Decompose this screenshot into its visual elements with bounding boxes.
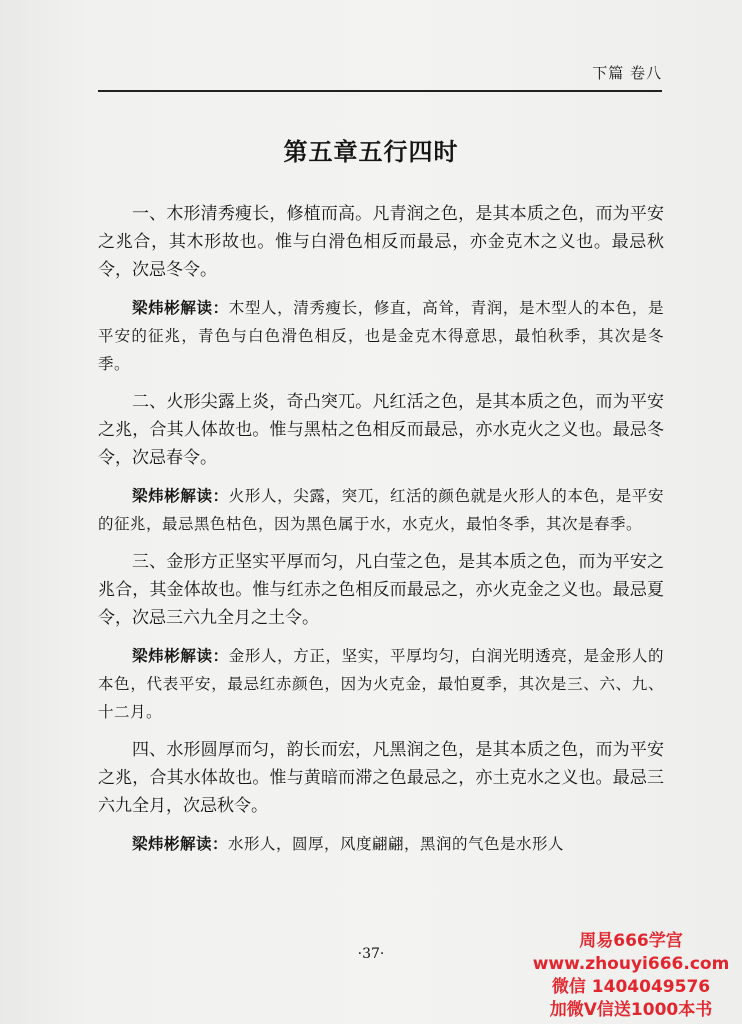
chapter-title: 第五章五行四时	[283, 138, 459, 166]
interpretation-metal	[98, 642, 664, 726]
paragraph-wood: 一、木形清秀瘦长，修植而高。凡青润之色，是其本质之色，而为平安之兆合，其木形故也。惟与白滑色相反而最忌，亦金克木之义也。最忌秋令，次忌冬令。	[98, 204, 664, 280]
paragraph-water: 四、水形圆厚而匀，韵长而宏，凡黑润之色，是其本质之色，而为平安之兆，合其水体故也。惟与黄暗而滞之色最忌之，亦土克水之义也。最忌三六九全月，次忌秋令。	[98, 740, 664, 816]
interpretation-label: 梁炜彬解读：	[132, 299, 229, 317]
watermark-line-2: www.zhouyi666.com	[532, 954, 730, 974]
running-head: 下篇 卷八	[592, 64, 662, 82]
interpretation-text: 火形人，尖露，突兀，红活的颜色就是火形人的本色，是平安的征兆，最忌黑色枯色，因为黑色属于水，水克火，最怕冬季，其次是春季。	[98, 487, 664, 533]
watermark-line-3: 微信 1404049576	[551, 977, 711, 997]
interpretation-fire	[98, 482, 664, 538]
interpretation-wood	[98, 294, 664, 378]
interpretation-text: 木型人，清秀瘦长，修直，高耸，青润，是木型人的本色，是平安的征兆，青色与白色滑色相反，也是金克木得意思，最怕秋季，其次是冬季。	[98, 299, 664, 373]
interpretation-text: 水形人，圆厚，风度翩翩，黑润的气色是水形人	[228, 835, 565, 853]
interpretation-water	[98, 830, 664, 858]
page-number: ·37·	[357, 946, 385, 962]
watermark-line-1: 周易666学宫	[579, 931, 683, 951]
watermark-line-4: 加微V信送1000本书	[549, 1000, 713, 1020]
interpretation-label: 梁炜彬解读：	[132, 835, 229, 853]
paragraph-metal: 三、金形方正坚实平厚而匀，凡白莹之色，是其本质之色，而为平安之兆合，其金体故也。惟与红赤之色相反而最忌之，亦火克金之义也。最忌夏令，次忌三六九全月之土令。	[98, 552, 664, 628]
header-rule	[98, 90, 662, 92]
body-text	[98, 200, 664, 868]
interpretation-label: 梁炜彬解读：	[132, 647, 229, 665]
interpretation-label: 梁炜彬解读：	[132, 487, 229, 505]
paragraph-fire: 二、火形尖露上炎，奇凸突兀。凡红活之色，是其本质之色，而为平安之兆，合其人体故也。惟与黑枯之色相反而最忌，亦水克火之义也。最忌冬令，次忌春令。	[98, 392, 664, 468]
interpretation-text: 金形人，方正，坚实，平厚均匀，白润光明透亮，是金形人的本色，代表平安，最忌红赤颜色，因为火克金，最怕夏季，其次是三、六、九、十二月。	[98, 647, 664, 721]
watermark	[526, 930, 736, 1022]
